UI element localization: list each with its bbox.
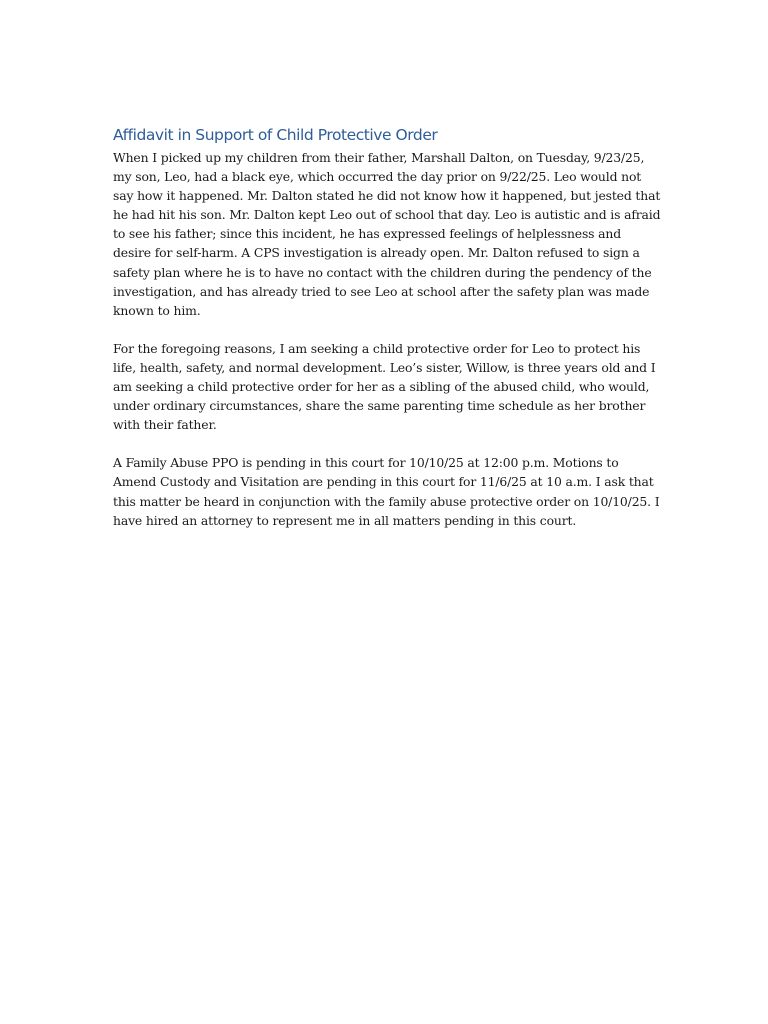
document-body: [113, 124, 661, 530]
document-title: Affidavit in Support of Child Protective Order: [113, 126, 438, 144]
paragraph-request: For the foregoing reasons, I am seeking a child protective order for Leo to protect his life, health, safety, and normal development. Leo’s sister, Willow, is three years old and I am seeking a child protective order for her as a sibling of the abused child, who would, under ordinary circumstances, share the same parenting time schedule as her brother with their father.: [113, 340, 656, 433]
paragraph-incident: When I picked up my children from their father, Marshall Dalton, on Tuesday, 9/23/25, my son, Leo, had a black eye, which occurred the day prior on 9/22/25. Leo would not say how it happened. Mr. Dalton stated he did not know how it happened, but jested that he had hit his son. Mr. Dalton kept Leo out of school that day. Leo is autistic and is afraid to see his father; since this incident, he has expressed feelings of helplessness and desire for self-harm. A CPS investigation is already open. Mr. Dalton refused to sign a safety plan where he is to have no contact with the children during the pendency of the investigation, and has already tried to see Leo at school after the safety plan was made known to him.: [113, 150, 661, 318]
paragraph-pending-matters: A Family Abuse PPO is pending in this court for 10/10/25 at 12:00 p.m. Motions to Amend Custody and Visitation are pending in this court for 11/6/25 at 10 a.m. I ask that this matter be heard in conjunction with the family abuse protective order on 10/10/25. I have hired an attorney to represent me in all matters pending in this court.: [113, 455, 660, 528]
